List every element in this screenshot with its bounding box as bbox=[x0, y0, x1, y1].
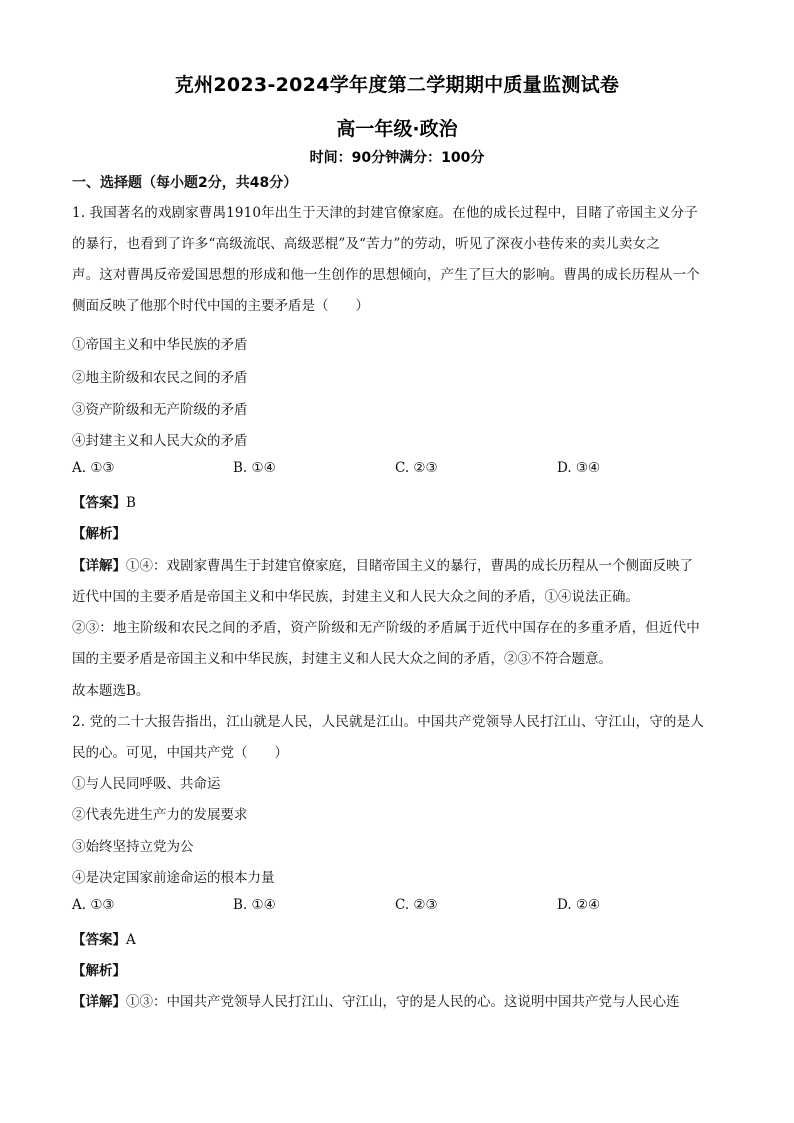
q1-detail-line: 近代中国的主要矛盾是帝国主义和中华民族，封建主义和人民大众之间的矛盾，①④说法正确。 bbox=[72, 589, 639, 605]
q1-option-b: B. ①④ bbox=[233, 460, 276, 476]
answer-value: B bbox=[126, 495, 136, 511]
q2-detail-line bbox=[72, 990, 680, 1010]
q2-stem-line: 2. 党的二十大报告指出，江山就是人民，人民就是江山。中国共产党领导人民打江山、守江山，守的是人 bbox=[72, 714, 704, 730]
q1-answer bbox=[72, 491, 136, 511]
q2-analysis-label: 【解析】 bbox=[72, 963, 126, 979]
q1-stem-line: 声。这对曹禺反帝爱国思想的形成和他一生创作的思想倾向，产生了巨大的影响。曹禺的成长历程从一个 bbox=[72, 267, 700, 283]
q1-stem-line: 1. 我国著名的戏剧家曹禺1910年出生于天津的封建官僚家庭。在他的成长过程中，目睹了帝国主义分子 bbox=[72, 205, 698, 221]
answer-value: A bbox=[126, 932, 136, 948]
q2-answer bbox=[72, 928, 136, 948]
answer-label: 【答案】 bbox=[72, 495, 126, 511]
q1-item: ④封建主义和人民大众的矛盾 bbox=[72, 433, 248, 449]
q2-item: ②代表先进生产力的发展要求 bbox=[72, 807, 248, 823]
q2-item: ④是决定国家前途命运的根本力量 bbox=[72, 870, 275, 886]
section-heading: 一、选择题（每小题2分，共48分） bbox=[72, 175, 298, 191]
q2-option-b: B. ①④ bbox=[233, 897, 276, 913]
answer-label: 【答案】 bbox=[72, 932, 126, 948]
q1-item: ①帝国主义和中华民族的矛盾 bbox=[72, 337, 248, 353]
q2-item: ③始终坚持立党为公 bbox=[72, 839, 194, 855]
q2-item: ①与人民同呼吸、共命运 bbox=[72, 776, 221, 792]
q1-stem-line: 的暴行，也看到了许多“高级流氓、高级恶棍”及“苦力”的劳动，听见了深夜小巷传来的卖儿卖女之 bbox=[72, 236, 660, 252]
exam-meta: 时间：90分钟满分：100分 bbox=[309, 150, 485, 166]
q1-detail-line: ②③：地主阶级和农民之间的矛盾，资产阶级和无产阶级的矛盾属于近代中国存在的多重矛盾，但近代中 bbox=[72, 620, 700, 636]
q1-option-a: A. ①③ bbox=[72, 460, 115, 476]
q1-item: ②地主阶级和农民之间的矛盾 bbox=[72, 370, 248, 386]
q1-option-d: D. ③④ bbox=[557, 460, 601, 476]
q1-item: ③资产阶级和无产阶级的矛盾 bbox=[72, 402, 248, 418]
q1-option-c: C. ②③ bbox=[395, 460, 438, 476]
q1-analysis-label: 【解析】 bbox=[72, 526, 126, 542]
exam-title: 克州2023-2024学年度第二学期期中质量监测试卷 bbox=[174, 74, 620, 96]
detail-label: 【详解】 bbox=[72, 994, 126, 1010]
detail-text: ①③：中国共产党领导人民打江山、守江山，守的是人民的心。这说明中国共产党与人民心连 bbox=[126, 994, 680, 1010]
q2-option-d: D. ②④ bbox=[557, 897, 601, 913]
q1-stem-line: 侧面反映了他那个时代中国的主要矛盾是（ ） bbox=[72, 298, 369, 314]
exam-subtitle: 高一年级·政治 bbox=[336, 118, 458, 140]
q2-option-c: C. ②③ bbox=[395, 897, 438, 913]
q1-detail-line: 国的主要矛盾是帝国主义和中华民族，封建主义和人民大众之间的矛盾，②③不符合题意。 bbox=[72, 651, 612, 667]
q1-detail-line bbox=[72, 554, 693, 574]
detail-label: 【详解】 bbox=[72, 558, 126, 574]
q2-option-a: A. ①③ bbox=[72, 897, 115, 913]
q2-stem-line: 民的心。可见，中国共产党（ ） bbox=[72, 745, 288, 761]
detail-text: ①④：戏剧家曹禺生于封建官僚家庭，目睹帝国主义的暴行，曹禺的成长历程从一个侧面反映了 bbox=[126, 558, 693, 574]
q1-detail-line: 故本题选B。 bbox=[72, 683, 150, 699]
